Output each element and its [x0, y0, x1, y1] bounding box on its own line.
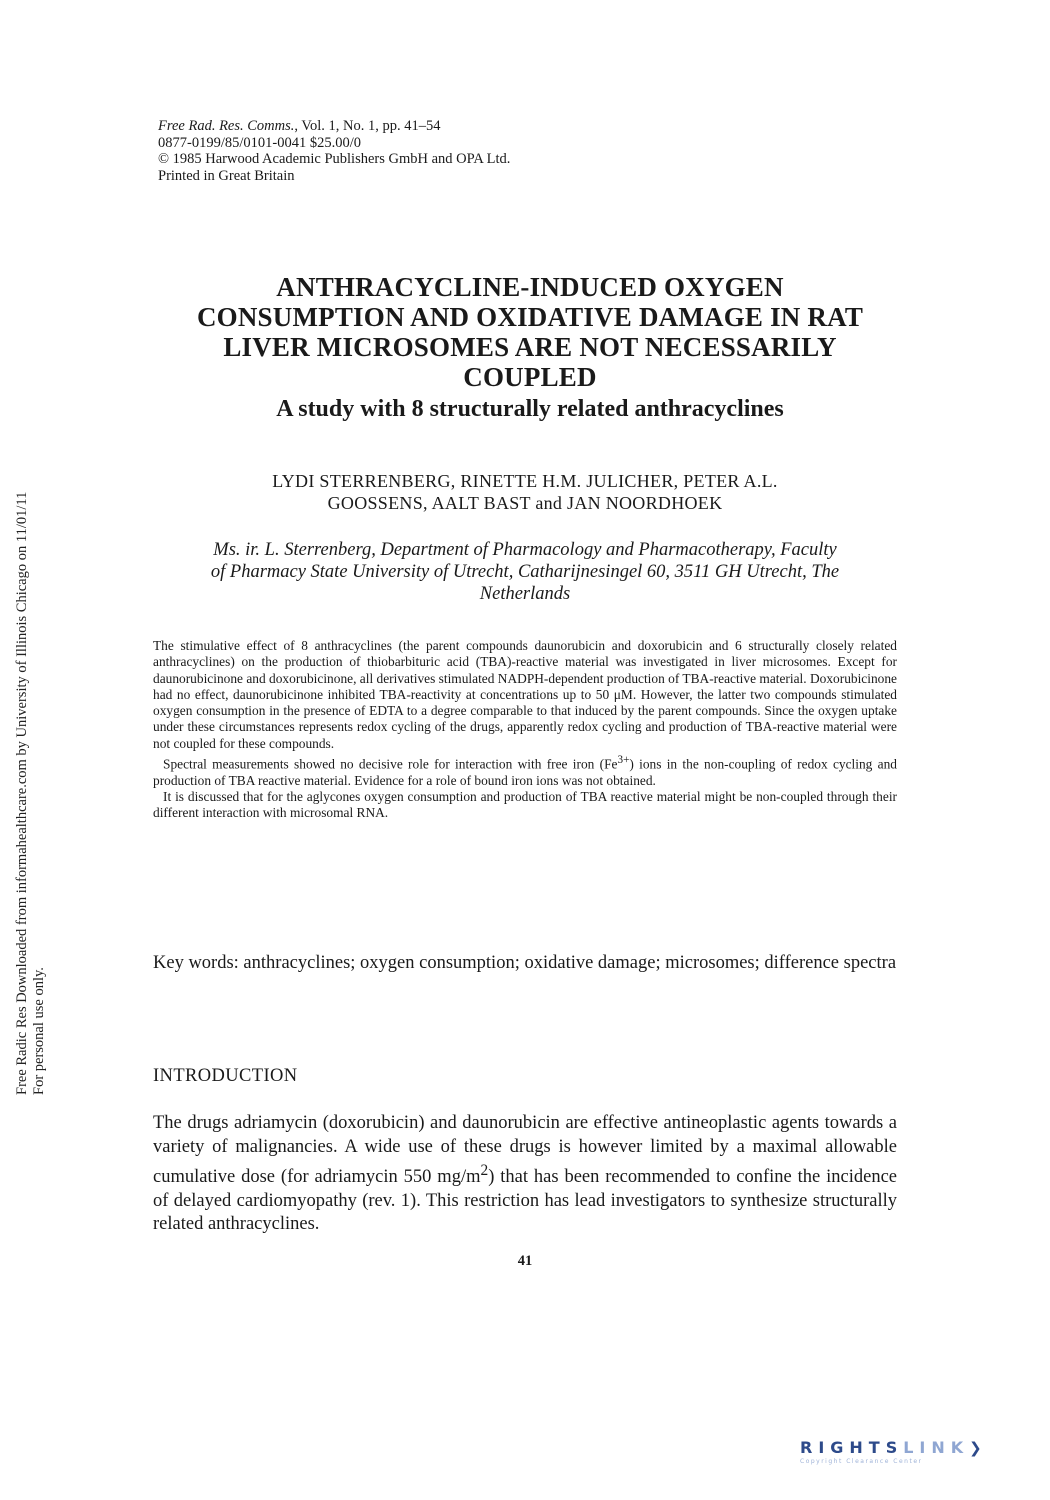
watermark-line-1: Free Radic Res Downloaded from informahealthcare.com by University of Illinois Chicago on 11/01/11	[14, 491, 30, 1095]
title-line-1: ANTHRACYCLINE-INDUCED OXYGEN	[276, 272, 784, 302]
intro-text-a: The drugs adriamycin (doxorubicin) and daunorubicin are effective antineoplastic agents towards a variety of malignancies. A wide use of these drugs is however limited by a maximal allowable cumulative dose (for adriamycin 550 mg/m	[153, 1113, 897, 1188]
journal-printed: Printed in Great Britain	[158, 167, 295, 184]
logo-wordmark	[800, 1438, 1030, 1457]
author-list	[150, 470, 900, 514]
logo-word-link: LINK	[903, 1438, 970, 1457]
affiliation-line-1: Ms. ir. L. Sterrenberg, Department of Pharmacology and Pharmacotherapy, Faculty	[213, 540, 837, 560]
introduction-paragraph	[153, 1112, 897, 1237]
abstract-p2-text-b: ) ions in the non-coupling of redox cycling and production of TBA reactive material. Evidence for a role of bound iron ions was not obtained.	[153, 756, 897, 788]
affiliation-line-3: Netherlands	[479, 584, 571, 604]
title-line-3: LIVER MICROSOMES ARE NOT NECESSARILY	[223, 332, 837, 362]
journal-issn: 0877-0199/85/0101-0041 $25.00/0	[158, 134, 361, 151]
rightslink-logo[interactable]	[800, 1438, 1030, 1478]
abstract	[153, 638, 897, 822]
journal-copyright: © 1985 Harwood Academic Publishers GmbH and OPA Ltd.	[158, 151, 511, 167]
journal-volume: , Vol. 1, No. 1, pp. 41–54	[294, 118, 441, 134]
iron-superscript: 3+	[617, 754, 630, 767]
abstract-paragraph-3: It is discussed that for the aglycones oxygen consumption and production of TBA reactive material might be non-coupled through their different interaction with microsomal RNA.	[153, 789, 897, 821]
affiliation-line-2: of Pharmacy State University of Utrecht, Catharijnesingel 60, 3511 GH Utrecht, The	[210, 562, 840, 582]
affiliation	[150, 539, 900, 605]
intro-text-b: ) that has been recommended to confine the incidence of delayed cardiomyopathy (rev. 1). This restriction has lead investigators to synthesize structurally related anthracyclines.	[153, 1167, 897, 1235]
introduction-body	[153, 1112, 897, 1237]
logo-tagline: Copyright Clearance Center	[800, 1458, 923, 1465]
title-line-4: COUPLED	[463, 362, 597, 392]
journal-name: Free Rad. Res. Comms.	[158, 118, 295, 134]
chevron-right-icon: ❯	[969, 1439, 988, 1457]
journal-citation	[158, 118, 510, 135]
authors-line-2: GOOSSENS, AALT BAST and JAN NOORDHOEK	[327, 493, 723, 513]
unit-superscript: 2	[480, 1162, 489, 1179]
title-line-2: CONSUMPTION AND OXIDATIVE DAMAGE IN RAT	[196, 302, 864, 332]
section-heading-introduction: INTRODUCTION	[153, 1066, 298, 1086]
logo-word-rights: RIGHTS	[800, 1438, 904, 1457]
authors-line-1: LYDI STERRENBERG, RINETTE H.M. JULICHER, PETER A.L.	[272, 471, 778, 491]
watermark-line-2: For personal use only.	[31, 967, 47, 1095]
article-subtitle: A study with 8 structurally related anthracyclines	[276, 396, 784, 422]
abstract-p2-text-a: Spectral measurements showed no decisive role for interaction with free iron (Fe	[163, 756, 618, 772]
page-number: 41	[517, 1253, 533, 1269]
article-title	[120, 272, 940, 392]
abstract-paragraph-1: The stimulative effect of 8 anthracyclines (the parent compounds daunorubicin and doxorubicin and 6 structurally closely related anthracyclines) on the production of thiobarbituric acid (TBA)-reactive material was investigated in liver microsomes. Except for daunorubicinone and doxorubicinone, all derivatives stimulated NADPH-dependent production of TBA-reactive material. Doxorubicinone had no effect, daunorubicinone inhibited TBA-reactivity at concentrations up to 50 μM. However, the latter two compounds stimulated oxygen consumption in the presence of EDTA to a degree comparable to that induced by the parent compounds. Since the oxygen uptake under these circumstances represents redox cycling of the drugs, apparently redox cycling and production of TBA-reactive material were not coupled for these compounds.	[153, 638, 897, 751]
abstract-paragraph-2	[153, 752, 897, 789]
keywords: Key words: anthracyclines; oxygen consumption; oxidative damage; microsomes; difference spectra	[153, 953, 897, 973]
journal-header	[158, 118, 510, 184]
article-title-block	[120, 272, 940, 424]
